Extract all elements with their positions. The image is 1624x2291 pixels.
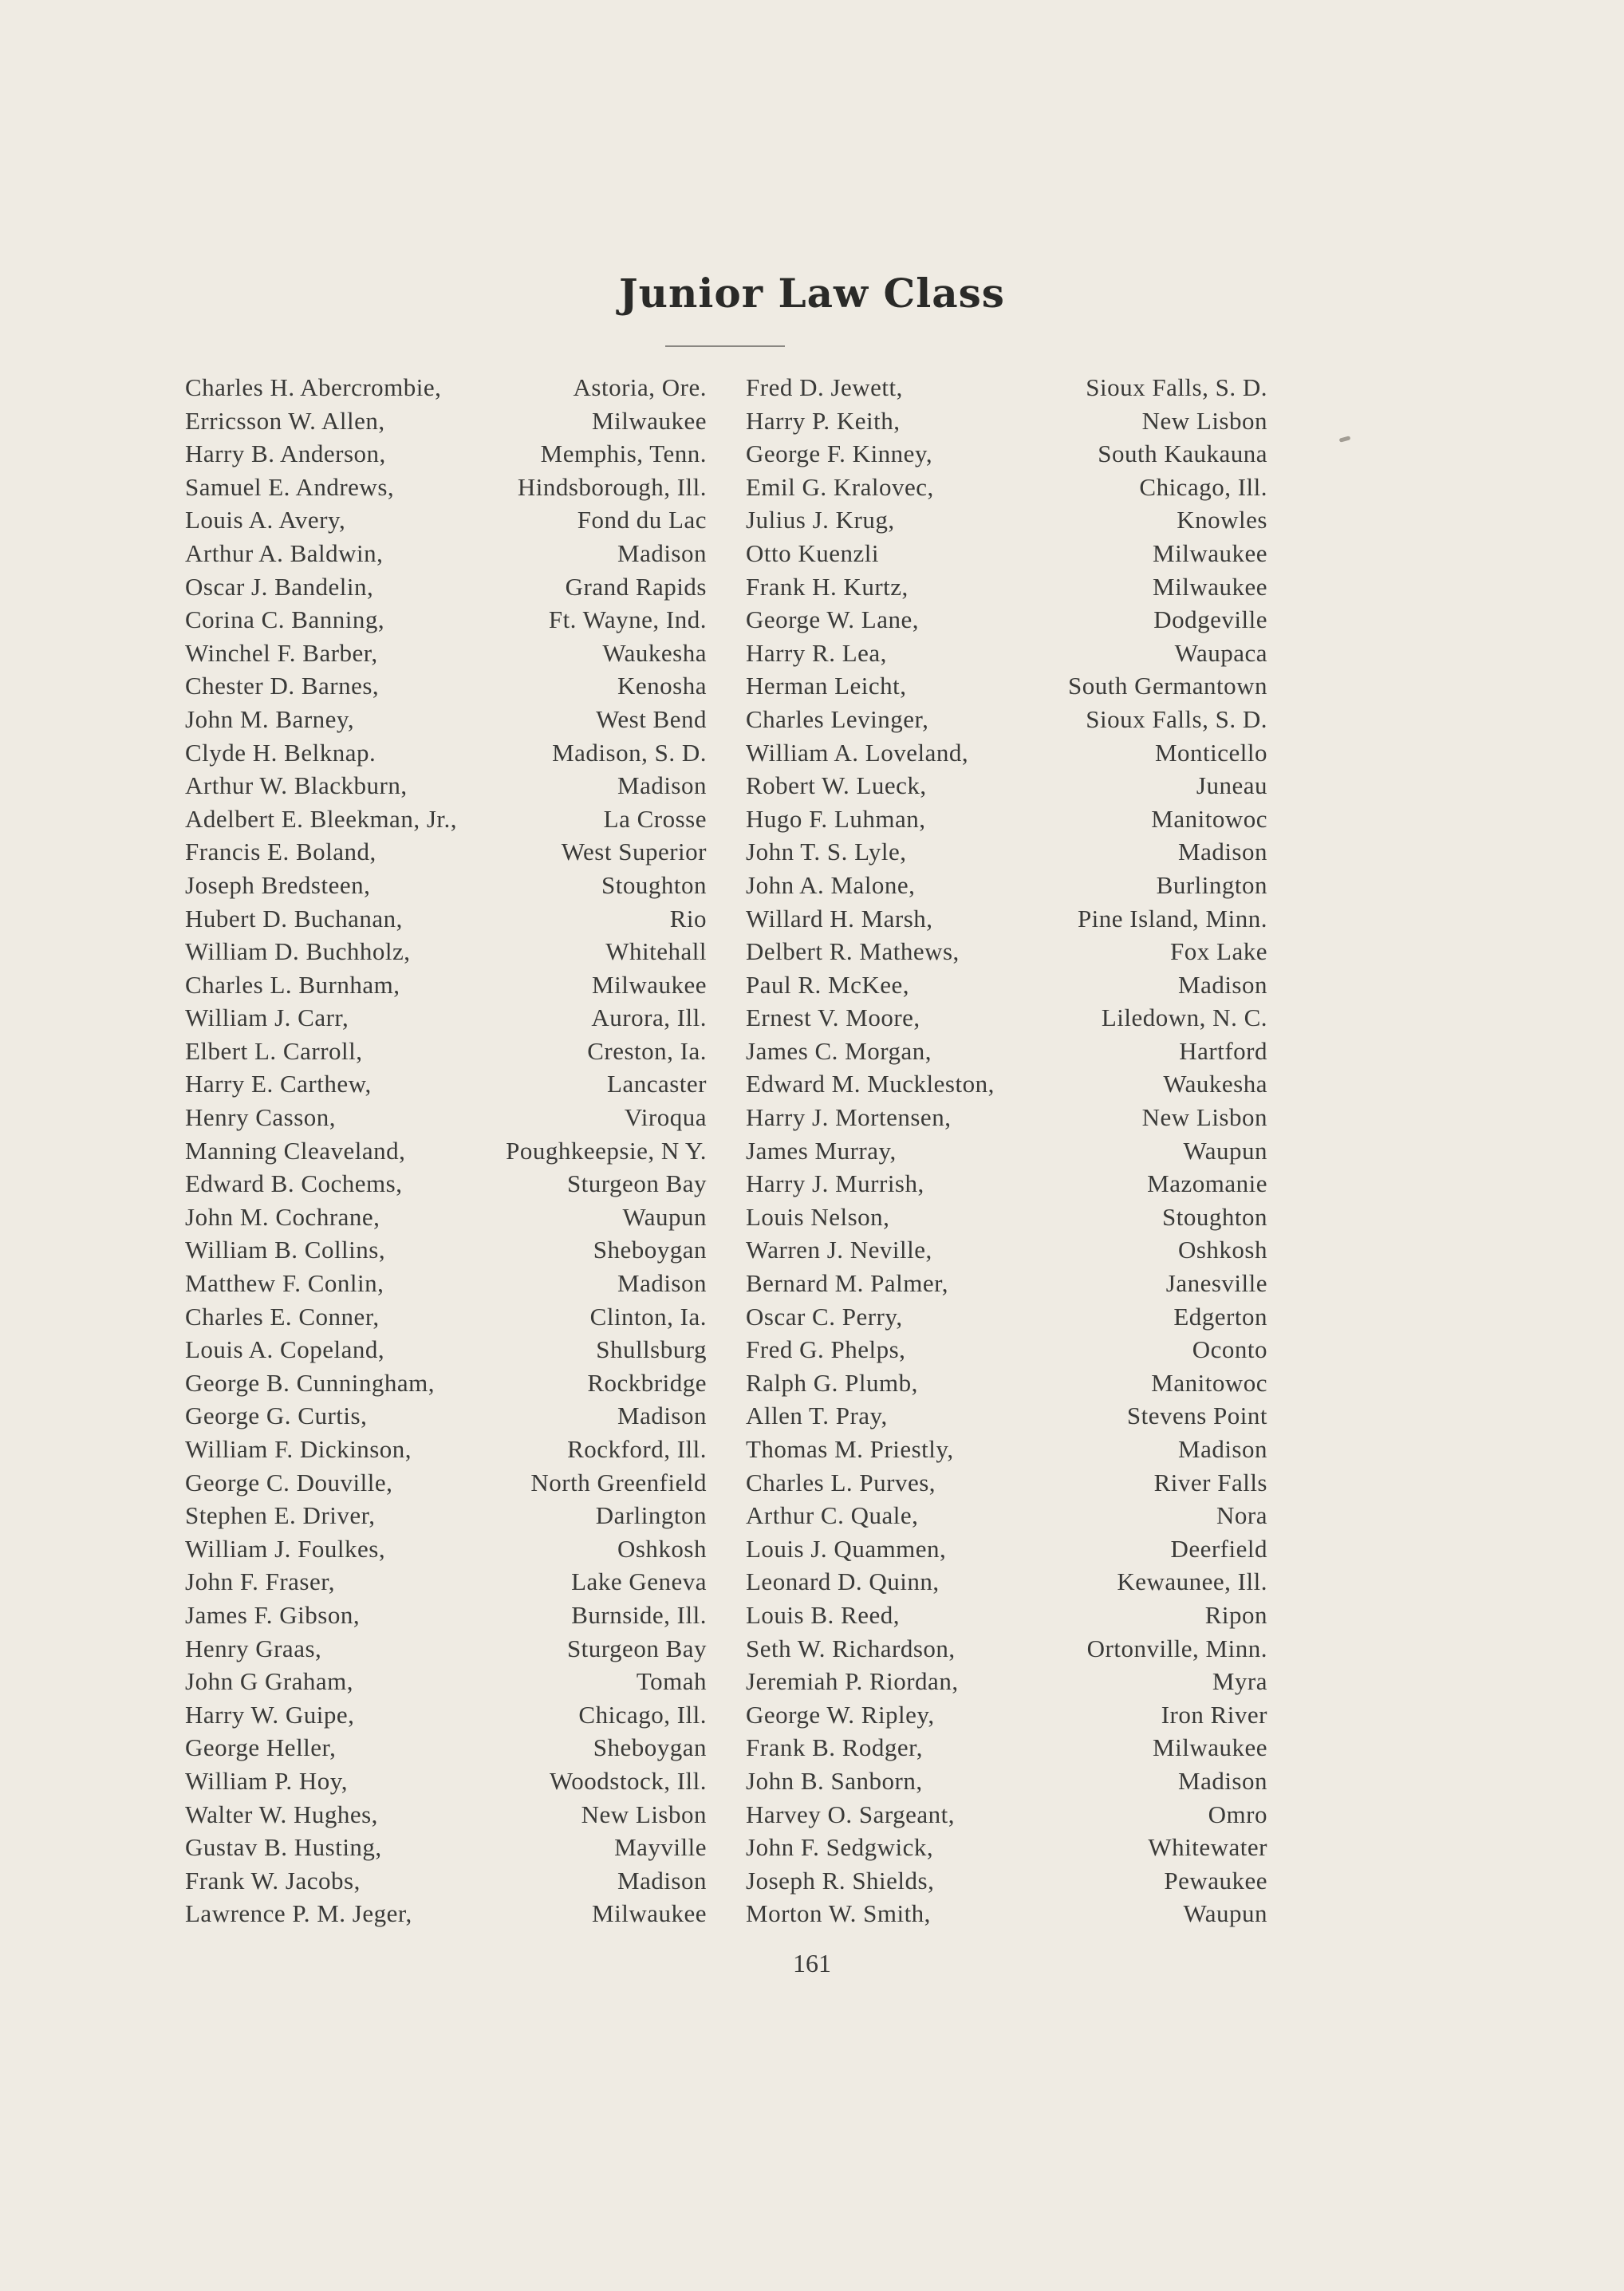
student-hometown: Manitowoc <box>1151 1368 1267 1397</box>
list-item <box>746 1535 1267 1568</box>
student-hometown: Hartford <box>1179 1036 1267 1065</box>
student-name: Harry E. Carthew, <box>185 1070 372 1098</box>
student-name: Fred G. Phelps, <box>746 1335 906 1364</box>
student-hometown: Omro <box>1208 1800 1267 1828</box>
list-item <box>185 1601 707 1634</box>
list-item <box>746 373 1267 407</box>
list-item <box>746 1169 1267 1203</box>
student-name: William F. Dickinson, <box>185 1435 412 1463</box>
student-name: William B. Collins, <box>185 1236 386 1264</box>
student-hometown: Grand Rapids <box>565 572 707 601</box>
student-hometown: Milwaukee <box>592 970 707 999</box>
list-item <box>185 1236 707 1269</box>
student-hometown: Madison <box>1178 970 1267 999</box>
list-item <box>185 1535 707 1568</box>
student-hometown: Mayville <box>614 1833 707 1862</box>
student-name: Oscar J. Bandelin, <box>185 572 374 601</box>
student-hometown: Deerfield <box>1170 1534 1267 1563</box>
student-hometown: Clinton, Ia. <box>589 1302 707 1331</box>
student-name: Harry R. Lea, <box>746 638 887 667</box>
student-name: Herman Leicht, <box>746 672 907 700</box>
list-item <box>746 1269 1267 1303</box>
student-hometown: Lake Geneva <box>571 1567 707 1596</box>
student-name: Harry P. Keith, <box>746 406 901 435</box>
list-item <box>185 506 707 539</box>
list-item <box>185 937 707 971</box>
student-name: James F. Gibson, <box>185 1600 361 1629</box>
list-item <box>746 871 1267 905</box>
student-name: Henry Casson, <box>185 1103 337 1132</box>
list-item <box>185 771 707 805</box>
list-item <box>746 473 1267 507</box>
list-item <box>746 739 1267 772</box>
student-hometown: Waupun <box>1183 1899 1267 1928</box>
list-item <box>746 1236 1267 1269</box>
student-hometown: Sturgeon Bay <box>566 1634 707 1662</box>
student-hometown: Waukesha <box>1163 1070 1267 1098</box>
student-hometown: Dodgeville <box>1153 605 1267 634</box>
list-item <box>185 639 707 672</box>
list-item <box>185 473 707 507</box>
list-item <box>746 672 1267 705</box>
student-hometown: Milwaukee <box>592 406 707 435</box>
student-name: Arthur C. Quale, <box>746 1501 919 1530</box>
student-hometown: Chicago, Ill. <box>578 1700 707 1729</box>
list-item <box>185 1303 707 1336</box>
student-hometown: Oshkosh <box>1177 1236 1267 1264</box>
list-item <box>746 1567 1267 1601</box>
student-name: Frank B. Rodger, <box>746 1733 924 1762</box>
student-name: Gustav B. Husting, <box>185 1833 382 1862</box>
student-hometown: Poughkeepsie, N Y. <box>506 1136 707 1165</box>
student-name: William P. Hoy, <box>185 1766 349 1795</box>
list-item <box>185 1435 707 1469</box>
page-title: Junior Law Class <box>619 270 1005 317</box>
student-hometown: Tomah <box>636 1667 707 1696</box>
student-hometown: Stevens Point <box>1126 1402 1267 1430</box>
list-item <box>746 1103 1267 1137</box>
student-name: Samuel E. Andrews, <box>185 472 395 501</box>
student-name: Harry J. Murrish, <box>746 1169 924 1198</box>
student-name: Joseph Bredsteen, <box>185 870 371 899</box>
student-hometown: Kenosha <box>617 672 707 700</box>
student-name: Ernest V. Moore, <box>746 1004 920 1032</box>
student-name: Paul R. McKee, <box>746 970 910 999</box>
student-name: John T. S. Lyle, <box>746 838 907 866</box>
student-name: Morton W. Smith, <box>746 1899 931 1928</box>
student-name: Edward M. Muckleston, <box>746 1070 995 1098</box>
student-name: Louis Nelson, <box>746 1202 890 1231</box>
student-name: Emil G. Kralovec, <box>746 472 934 501</box>
student-hometown: Madison <box>1178 838 1267 866</box>
title-divider <box>665 345 785 347</box>
student-hometown: Astoria, Ore. <box>573 373 707 401</box>
student-hometown: La Crosse <box>603 804 707 833</box>
student-hometown: Janesville <box>1165 1269 1267 1298</box>
student-name: Charles Levinger, <box>746 704 929 733</box>
student-name: Allen T. Pray, <box>746 1402 888 1430</box>
list-item <box>746 1004 1267 1037</box>
student-hometown: Milwaukee <box>592 1899 707 1928</box>
student-name: George G. Curtis, <box>185 1402 368 1430</box>
list-item <box>185 838 707 871</box>
student-hometown: Waupun <box>1183 1136 1267 1165</box>
list-item <box>746 805 1267 838</box>
student-hometown: Juneau <box>1196 771 1267 800</box>
student-name: Harry J. Mortensen, <box>746 1103 952 1132</box>
student-name: John F. Fraser, <box>185 1567 336 1596</box>
student-name: William D. Buchholz, <box>185 937 411 966</box>
student-name: Bernard M. Palmer, <box>746 1269 948 1298</box>
list-item <box>185 1667 707 1701</box>
list-item <box>185 605 707 639</box>
student-hometown: River Falls <box>1153 1468 1267 1496</box>
list-item <box>746 1402 1267 1435</box>
student-name: William J. Foulkes, <box>185 1534 386 1563</box>
student-name: Arthur W. Blackburn, <box>185 771 408 800</box>
student-hometown: Mazomanie <box>1147 1169 1267 1198</box>
student-name: Louis J. Quammen, <box>746 1534 947 1563</box>
list-item <box>185 1369 707 1402</box>
list-item <box>185 905 707 938</box>
student-hometown: Viroqua <box>624 1103 707 1132</box>
student-hometown: South Kaukauna <box>1098 440 1267 468</box>
list-item <box>185 539 707 573</box>
student-hometown: New Lisbon <box>581 1800 707 1828</box>
student-name: Adelbert E. Bleekman, Jr., <box>185 804 457 833</box>
list-item <box>746 1767 1267 1800</box>
student-name: Harvey O. Sargeant, <box>746 1800 956 1828</box>
student-hometown: Manitowoc <box>1151 804 1267 833</box>
list-item <box>746 639 1267 672</box>
student-hometown: West Bend <box>596 704 707 733</box>
student-name: Seth W. Richardson, <box>746 1634 956 1662</box>
student-hometown: Sheboygan <box>593 1733 707 1762</box>
student-name: Walter W. Hughes, <box>185 1800 378 1828</box>
student-hometown: Nora <box>1216 1501 1267 1530</box>
student-name: Stephen E. Driver, <box>185 1501 376 1530</box>
student-name: James C. Morgan, <box>746 1036 932 1065</box>
student-name: Manning Cleaveland, <box>185 1136 406 1165</box>
list-item <box>746 1469 1267 1502</box>
list-item <box>185 573 707 606</box>
student-hometown: Stoughton <box>601 870 707 899</box>
student-name: William J. Carr, <box>185 1004 349 1032</box>
list-item <box>746 971 1267 1004</box>
student-name: William A. Loveland, <box>746 738 969 767</box>
list-item <box>746 937 1267 971</box>
paper-speck <box>1339 436 1351 442</box>
student-hometown: Sheboygan <box>593 1236 707 1264</box>
student-name: Edward B. Cochems, <box>185 1169 403 1198</box>
student-name: Chester D. Barnes, <box>185 672 380 700</box>
student-hometown: Milwaukee <box>1153 1733 1267 1762</box>
student-name: Hubert D. Buchanan, <box>185 904 403 933</box>
page-number: 161 <box>793 1949 831 1978</box>
student-hometown: New Lisbon <box>1141 1103 1267 1132</box>
list-item <box>746 1833 1267 1867</box>
student-hometown: Liledown, N. C. <box>1101 1004 1267 1032</box>
student-hometown: Chicago, Ill. <box>1139 472 1267 501</box>
student-hometown: Fond du Lac <box>577 506 707 534</box>
student-name: John F. Sedgwick, <box>746 1833 934 1862</box>
list-item <box>185 1867 707 1900</box>
student-hometown: Madison <box>617 1866 707 1895</box>
student-hometown: Monticello <box>1154 738 1267 767</box>
student-name: Louis A. Avery, <box>185 506 346 534</box>
student-name: Elbert L. Carroll, <box>185 1036 363 1065</box>
student-hometown: Stoughton <box>1162 1202 1267 1231</box>
student-hometown: Edgerton <box>1173 1302 1267 1331</box>
student-hometown: Waupun <box>622 1202 707 1231</box>
student-hometown: Aurora, Ill. <box>591 1004 707 1032</box>
list-item <box>185 1767 707 1800</box>
student-name: Harry W. Guipe, <box>185 1700 355 1729</box>
list-item <box>746 605 1267 639</box>
student-name: Francis E. Boland, <box>185 838 376 866</box>
student-hometown: Burnside, Ill. <box>571 1600 707 1629</box>
student-name: James Murray, <box>746 1136 897 1165</box>
list-item <box>746 1800 1267 1834</box>
list-item <box>746 1701 1267 1734</box>
list-item <box>185 1701 707 1734</box>
list-item <box>746 905 1267 938</box>
student-name: Fred D. Jewett, <box>746 373 903 401</box>
student-name: John M. Cochrane, <box>185 1202 380 1231</box>
student-name: Oscar C. Perry, <box>746 1302 903 1331</box>
list-item <box>746 838 1267 871</box>
student-hometown: Madison <box>617 538 707 567</box>
student-name: Jeremiah P. Riordan, <box>746 1667 959 1696</box>
list-item <box>185 739 707 772</box>
student-hometown: Whitewater <box>1148 1833 1267 1862</box>
student-name: Delbert R. Mathews, <box>746 937 960 966</box>
student-hometown: Madison, S. D. <box>552 738 707 767</box>
list-item <box>185 1269 707 1303</box>
student-name: Corina C. Banning, <box>185 605 385 634</box>
student-hometown: Memphis, Tenn. <box>540 440 707 468</box>
student-hometown: New Lisbon <box>1141 406 1267 435</box>
list-item <box>185 805 707 838</box>
list-item <box>185 1634 707 1668</box>
list-item <box>746 1335 1267 1369</box>
list-item <box>185 1037 707 1071</box>
student-name: Willard H. Marsh, <box>746 904 933 933</box>
list-item <box>185 1899 707 1933</box>
student-name: Frank H. Kurtz, <box>746 572 909 601</box>
student-hometown: Waupaca <box>1174 638 1267 667</box>
list-item <box>185 1833 707 1867</box>
student-hometown: Madison <box>617 1402 707 1430</box>
student-hometown: Ortonville, Minn. <box>1086 1634 1267 1662</box>
list-item <box>185 1733 707 1767</box>
list-item <box>185 1103 707 1137</box>
student-name: John A. Malone, <box>746 870 916 899</box>
student-name: Henry Graas, <box>185 1634 322 1662</box>
student-hometown: Sturgeon Bay <box>566 1169 707 1198</box>
list-item <box>185 407 707 440</box>
list-item <box>746 1203 1267 1236</box>
student-hometown: Iron River <box>1161 1700 1267 1729</box>
student-name: George F. Kinney, <box>746 440 933 468</box>
list-item <box>746 1601 1267 1634</box>
student-hometown: Oconto <box>1192 1335 1267 1364</box>
student-hometown: Hindsborough, Ill. <box>517 472 707 501</box>
list-item <box>746 1435 1267 1469</box>
student-hometown: Knowles <box>1177 506 1267 534</box>
list-item <box>185 1501 707 1535</box>
student-name: Louis B. Reed, <box>746 1600 900 1629</box>
list-item <box>185 1137 707 1170</box>
list-item <box>746 1867 1267 1900</box>
student-hometown: Oshkosh <box>617 1534 707 1563</box>
student-hometown: Ft. Wayne, Ind. <box>548 605 707 634</box>
student-name: George W. Lane, <box>746 605 919 634</box>
list-item <box>746 1733 1267 1767</box>
list-item <box>746 1899 1267 1933</box>
list-item <box>746 1037 1267 1071</box>
student-name: Arthur A. Baldwin, <box>185 538 384 567</box>
student-hometown: Ripon <box>1204 1600 1267 1629</box>
student-name: Julius J. Krug, <box>746 506 895 534</box>
list-item <box>185 1070 707 1103</box>
list-item <box>746 705 1267 739</box>
student-hometown: Madison <box>617 1269 707 1298</box>
student-hometown: North Greenfield <box>530 1468 707 1496</box>
list-item <box>746 440 1267 473</box>
student-hometown: Pewaukee <box>1164 1866 1267 1895</box>
student-hometown: Pine Island, Minn. <box>1077 904 1267 933</box>
list-item <box>185 1004 707 1037</box>
student-hometown: Burlington <box>1156 870 1267 899</box>
list-item <box>746 539 1267 573</box>
student-hometown: Madison <box>1178 1766 1267 1795</box>
student-hometown: Creston, Ia. <box>587 1036 707 1065</box>
student-hometown: Milwaukee <box>1153 572 1267 601</box>
student-hometown: Madison <box>1178 1435 1267 1463</box>
list-item <box>185 1335 707 1369</box>
student-hometown: Myra <box>1212 1667 1267 1696</box>
student-name: Charles H. Abercrombie, <box>185 373 442 401</box>
student-hometown: Shullsburg <box>596 1335 707 1364</box>
list-item <box>746 1303 1267 1336</box>
student-name: Winchel F. Barber, <box>185 638 378 667</box>
student-hometown: Sioux Falls, S. D. <box>1086 373 1267 401</box>
student-name: Charles E. Conner, <box>185 1302 380 1331</box>
student-name: John M. Barney, <box>185 704 355 733</box>
list-item <box>185 1402 707 1435</box>
student-name: Thomas M. Priestly, <box>746 1435 954 1463</box>
student-name: Lawrence P. M. Jeger, <box>185 1899 412 1928</box>
list-item <box>746 407 1267 440</box>
student-hometown: West Superior <box>561 838 707 866</box>
list-item <box>185 440 707 473</box>
student-hometown: Lancaster <box>607 1070 707 1098</box>
student-name: Charles L. Burnham, <box>185 970 400 999</box>
list-item <box>746 1369 1267 1402</box>
list-item <box>185 971 707 1004</box>
list-item <box>746 1137 1267 1170</box>
right-column <box>746 373 1267 1933</box>
student-hometown: Whitehall <box>605 937 707 966</box>
student-hometown: Rio <box>669 904 707 933</box>
list-item <box>185 1567 707 1601</box>
list-item <box>185 1469 707 1502</box>
student-name: George Heller, <box>185 1733 337 1762</box>
student-name: Leonard D. Quinn, <box>746 1567 940 1596</box>
student-name: George W. Ripley, <box>746 1700 935 1729</box>
list-item <box>746 1501 1267 1535</box>
student-hometown: Rockford, Ill. <box>567 1435 707 1463</box>
student-name: Harry B. Anderson, <box>185 440 386 468</box>
student-hometown: Waukesha <box>602 638 707 667</box>
list-item <box>746 573 1267 606</box>
student-name: Frank W. Jacobs, <box>185 1866 361 1895</box>
student-hometown: Milwaukee <box>1153 538 1267 567</box>
student-name: Robert W. Lueck, <box>746 771 927 800</box>
list-item <box>185 1800 707 1834</box>
list-item <box>746 771 1267 805</box>
list-item <box>185 1203 707 1236</box>
left-column <box>185 373 707 1933</box>
student-name: John G Graham, <box>185 1667 354 1696</box>
student-name: George B. Cunningham, <box>185 1368 436 1397</box>
student-name: George C. Douville, <box>185 1468 393 1496</box>
student-name: Ralph G. Plumb, <box>746 1368 918 1397</box>
list-item <box>746 1634 1267 1668</box>
student-name: Louis A. Copeland, <box>185 1335 385 1364</box>
student-hometown: Kewaunee, Ill. <box>1117 1567 1267 1596</box>
student-name: Erricsson W. Allen, <box>185 406 385 435</box>
student-hometown: Woodstock, Ill. <box>549 1766 707 1795</box>
student-name: Clyde H. Belknap. <box>185 738 376 767</box>
list-item <box>746 1667 1267 1701</box>
list-item <box>185 373 707 407</box>
list-item <box>185 705 707 739</box>
list-item <box>185 672 707 705</box>
student-hometown: Madison <box>617 771 707 800</box>
student-name: Otto Kuenzli <box>746 538 879 567</box>
student-name: Warren J. Neville, <box>746 1236 932 1264</box>
student-name: Matthew F. Conlin, <box>185 1269 384 1298</box>
list-item <box>185 1169 707 1203</box>
list-item <box>746 506 1267 539</box>
student-hometown: Fox Lake <box>1170 937 1267 966</box>
student-hometown: South Germantown <box>1068 672 1267 700</box>
student-hometown: Darlington <box>595 1501 707 1530</box>
list-item <box>185 871 707 905</box>
student-name: John B. Sanborn, <box>746 1766 923 1795</box>
student-name: Joseph R. Shields, <box>746 1866 935 1895</box>
student-name: Hugo F. Luhman, <box>746 804 926 833</box>
student-name: Charles L. Purves, <box>746 1468 936 1496</box>
student-hometown: Sioux Falls, S. D. <box>1086 704 1267 733</box>
student-hometown: Rockbridge <box>587 1368 707 1397</box>
list-item <box>746 1070 1267 1103</box>
